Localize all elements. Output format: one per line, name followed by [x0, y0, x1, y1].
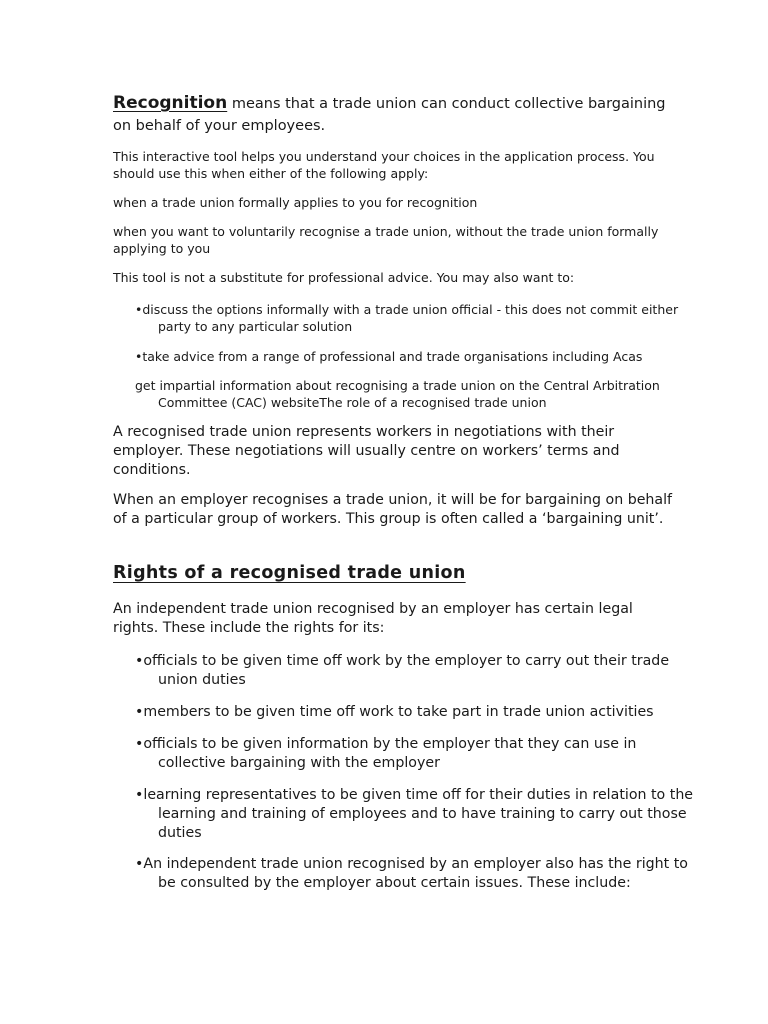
intro-term: Recognition [113, 93, 228, 113]
bullet-icon: • [135, 736, 144, 752]
bullet-icon: • [135, 349, 143, 364]
list-item: •discuss the options informally with a trade union official - this does not commit either party to any particular solution [135, 302, 679, 334]
list-item: •members to be given time off work to take part in trade union activities [135, 704, 654, 720]
condition-formal-application: when a trade union formally applies to you for recognition [113, 195, 478, 210]
cac-information-item: get impartial information about recognising a trade union on the Central Arbitration Committee (CAC) websiteThe role of a recognised trade union [135, 378, 660, 410]
list-item: •learning representatives to be given time off for their duties in relation to the learning and training of employees and to have training to carry out those duties [135, 787, 694, 841]
bullet-icon: • [135, 302, 143, 317]
list-item: •An independent trade union recognised by an employer also has the right to be consulted by the employer about certain issues. These include: [135, 856, 688, 891]
list-item: •take advice from a range of professional and trade organisations including Acas [135, 349, 643, 364]
list-item: •officials to be given time off work by the employer to carry out their trade union duties [135, 653, 670, 688]
rights-intro: An independent trade union recognised by an employer has certain legal rights. These include the rights for its: [113, 601, 633, 636]
intro-text: means that a trade union can conduct collective bargaining on behalf of your employees. [113, 96, 666, 134]
intro-paragraph [113, 92, 673, 137]
list-item: •officials to be given information by the employer that they can use in collective bargaining with the employer [135, 736, 637, 771]
bullet-icon: • [135, 653, 144, 669]
condition-voluntary-recognition: when you want to voluntarily recognise a trade union, without the trade union formally applying to you [113, 224, 659, 256]
bullet-icon: • [135, 856, 144, 872]
tool-description: This interactive tool helps you understand your choices in the application process. You should use this when either of the following apply: [113, 149, 655, 181]
section-heading: Rights of a recognised trade union [113, 563, 466, 583]
bullet-icon: • [135, 787, 144, 803]
role-paragraph-2: When an employer recognises a trade union, it will be for bargaining on behalf of a particular group of workers. This group is often called a ‘bargaining unit’. [113, 492, 673, 527]
role-paragraph-1: A recognised trade union represents workers in negotiations with their employer. These negotiations will usually centre on workers’ terms and conditions. [113, 424, 620, 478]
advice-note: This tool is not a substitute for professional advice. You may also want to: [113, 270, 575, 285]
bullet-icon: • [135, 704, 144, 720]
